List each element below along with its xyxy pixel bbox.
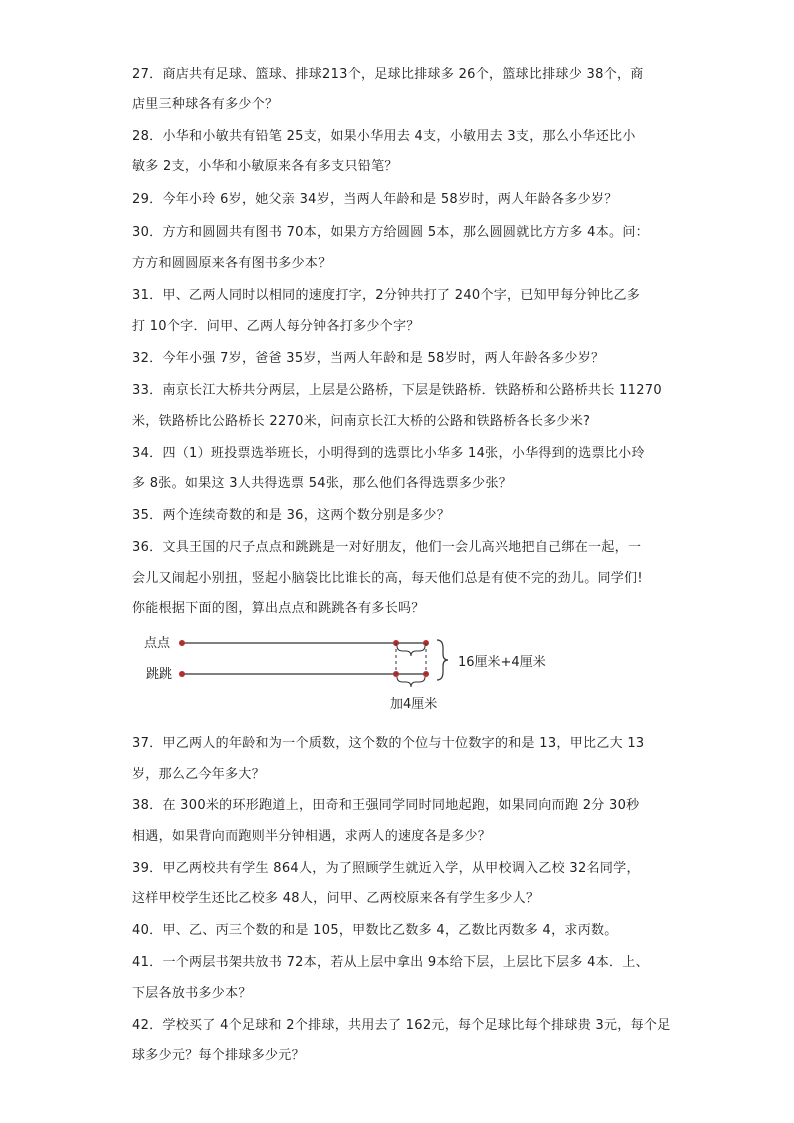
problem-40-line-1: 40．甲、乙、丙三个数的和是 105，甲数比乙数多 4，乙数比丙数多 4，求丙数。 (132, 923, 618, 938)
problem-38-line-2: 相遇，如果背向而跑则半分钟相遇，求两人的速度各是多少？ (132, 829, 492, 844)
problem-42-line-1: 42．学校买了 4个足球和 2个排球，共用去了 162元，每个足球比每个排球贵 3元，每个足 (132, 1018, 671, 1033)
problem-39-line-2: 这样甲校学生还比乙校多 48人，问甲、乙两校原来各有学生多少人？ (132, 891, 540, 906)
problem-37-line-2: 岁，那么乙今年多大？ (132, 767, 266, 782)
problem-37-line-1: 37．甲乙两人的年龄和为一个质数，这个数的个位与十位数字的和是 13，甲比乙大 13 (132, 736, 645, 751)
problem-38-line-1: 38．在 300米的环形跑道上，田奇和王强同学同时同地起跑，如果同向而跑 2分 30秒 (132, 798, 640, 813)
problem-30-line-1: 30．方方和圆圆共有图书 70本，如果方方给圆圆 5本，那么圆圆就比方方多 4本。问： (132, 225, 649, 240)
problem-27-line-2: 店里三种球各有多少个？ (132, 97, 279, 112)
problem-41-line-2: 下层各放书多少本？ (132, 986, 252, 1001)
bottom-label: 加4厘米 (390, 697, 438, 712)
problem-34-line-1: 34．四（1）班投票选举班长，小明得到的选票比小华多 14张，小华得到的选票比小玲 (132, 446, 645, 461)
right-brace (437, 640, 448, 680)
lower-brace (397, 677, 425, 687)
tiaotiao-start-dot (179, 671, 185, 677)
problem-27-line-1: 27．商店共有足球、篮球、排球213个，足球比排球多 26个，篮球比排球少 38个，商 (132, 67, 644, 82)
upper-brace (397, 646, 425, 656)
problem-39-line-1: 39．甲乙两校共有学生 864人，为了照顾学生就近入学，从甲校调入乙校 32名同学， (132, 861, 640, 876)
problem-36-line-1: 36．文具王国的尺子点点和跳跳是一对好朋友，他们一会儿高兴地把自己绑在一起，一 (132, 540, 642, 555)
problem-35-line-1: 35．两个连续奇数的和是 36，这两个数分别是多少？ (132, 508, 451, 523)
length-diagram (140, 626, 580, 718)
problem-34-line-2: 多 8张。如果这 3人共得选票 54张，那么他们各得选票多少张？ (132, 476, 513, 491)
problem-29-line-1: 29．今年小玲 6岁，她父亲 34岁，当两人年龄和是 58岁时，两人年龄各多少岁？ (132, 192, 618, 207)
problem-31-line-1: 31．甲、乙两人同时以相同的速度打字，2分钟共打了 240个字，已知甲每分钟比乙多 (132, 288, 641, 303)
problem-32-line-1: 32．今年小强 7岁，爸爸 35岁，当两人年龄和是 58岁时，两人年龄各多少岁？ (132, 351, 605, 366)
problem-33-line-1: 33．南京长江大桥共分两层，上层是公路桥，下层是铁路桥．铁路桥和公路桥共长 11270 (132, 383, 662, 398)
problem-41-line-1: 41．一个两层书架共放书 72本，若从上层中拿出 9本给下层，上层比下层多 4本．上、 (132, 955, 649, 970)
diagram-svg (140, 626, 580, 718)
problem-31-line-2: 打 10个字．问甲、乙两人每分钟各打多少个字？ (132, 319, 420, 334)
problem-33-line-2: 米，铁路桥比公路桥长 2270米，问南京长江大桥的公路和铁路桥各长多少米? (132, 414, 591, 429)
problem-28-line-1: 28．小华和小敏共有铅笔 25支，如果小华用去 4支，小敏用去 3支，那么小华还比小 (132, 129, 636, 144)
diagram-label-tiaotiao: 跳跳 (146, 667, 173, 682)
problem-42-line-2: 球多少元？每个排球多少元？ (132, 1048, 305, 1063)
problem-28-line-2: 敏多 2支，小华和小敏原来各有多支只铅笔？ (132, 159, 398, 174)
brace-label: 16厘米+4厘米 (458, 655, 546, 670)
problem-36-line-3: 你能根据下面的图，算出点点和跳跳各有多长吗？ (132, 601, 425, 616)
problem-36-line-2: 会儿又闹起小别扭，竖起小脑袋比比谁长的高，每天他们总是有使不完的劲儿。同学们! (132, 571, 643, 586)
problem-30-line-2: 方方和圆圆原来各有图书多少本？ (132, 256, 332, 271)
diandian-start-dot (179, 640, 185, 646)
diagram-label-diandian: 点点 (144, 636, 171, 651)
